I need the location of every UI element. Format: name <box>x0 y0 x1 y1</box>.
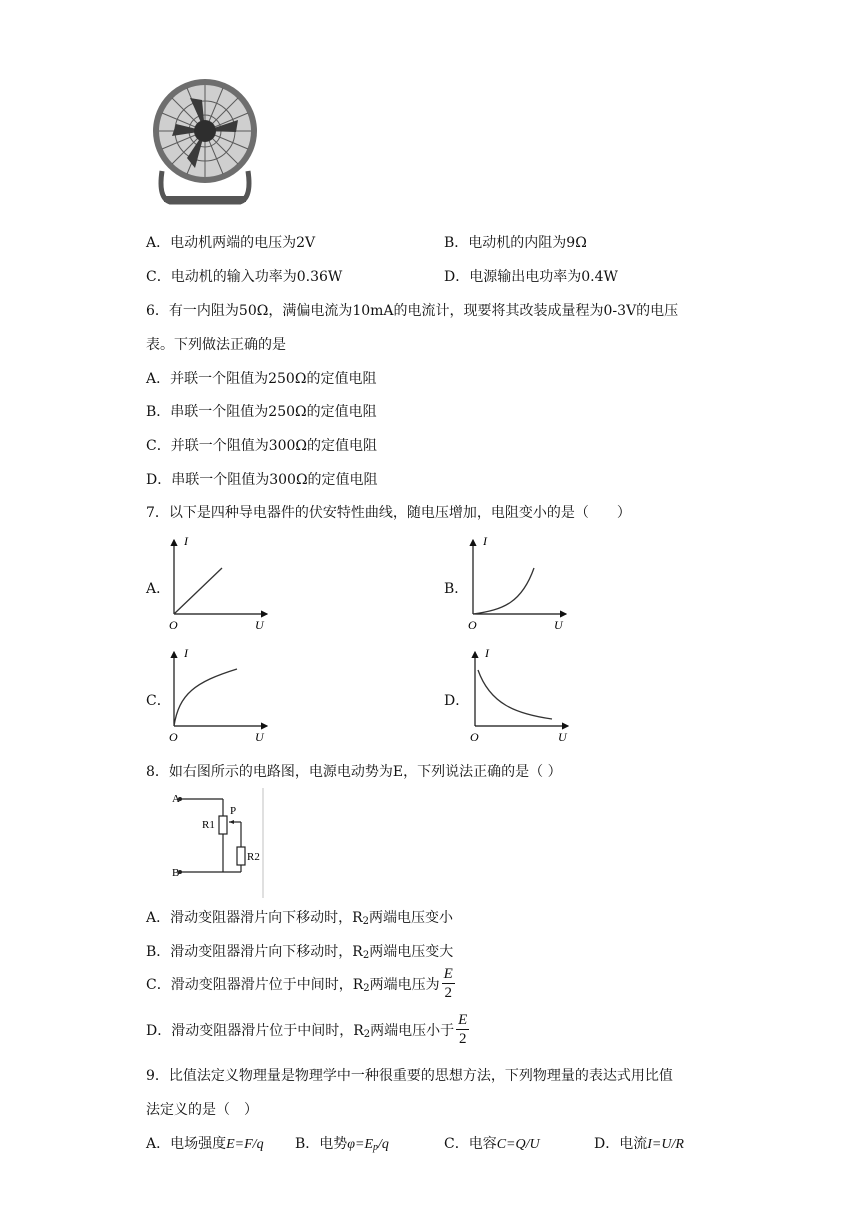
axis-label-i: I <box>184 646 188 660</box>
iv-graph-b <box>464 532 576 634</box>
q7-label-b: B． <box>444 581 469 597</box>
q6-stem-line1: 6．有一内阻为50Ω，满偏电流为10mA的电流计，现要将其改装成量程为0-3V的电压 <box>146 303 679 319</box>
q7-label-d: D． <box>444 693 470 709</box>
fraction-e-over-2: $\frac{E}{2}$ <box>443 966 453 1001</box>
q8-option-b: B．滑动变阻器滑片向下移动时，$R_2$两端电压变大 <box>146 944 454 961</box>
circuit-diagram <box>168 788 268 900</box>
slider-p-label: P <box>230 805 237 817</box>
q8-option-c: C．滑动变阻器滑片位于中间时，$R_2$两端电压为 $\frac{E}{2}$ <box>146 966 453 1001</box>
terminal-b-label: B <box>172 867 180 879</box>
q8-stem: 8．如右图所示的电路图，电源电动势为E，下列说法正确的是（ ） <box>146 764 562 780</box>
axis-label-u: U <box>255 618 264 632</box>
origin-label: O <box>470 730 479 744</box>
iv-curve <box>174 568 222 614</box>
axis-label-u: U <box>558 730 567 744</box>
q8-option-a: A．滑动变阻器滑片向下移动时，$R_2$两端电压变小 <box>146 910 454 927</box>
iv-graph-d <box>466 644 578 746</box>
q5-option-b: B．电动机的内阻为9Ω <box>444 235 587 251</box>
q9-option-d: D．电流I=U/R <box>594 1136 684 1152</box>
q5-option-c: C．电动机的输入功率为0.36W <box>146 269 343 285</box>
q7-label-a: A． <box>146 581 171 597</box>
q6-option-a: A．并联一个阻值为250Ω的定值电阻 <box>146 371 377 387</box>
q9-option-a: A．电场强度E=F/q <box>146 1136 264 1152</box>
q9-stem-line2: 法定义的是（ ） <box>146 1102 258 1118</box>
q5-option-a: A．电动机两端的电压为2V <box>146 235 316 251</box>
iv-graph-c <box>165 644 277 746</box>
axis-label-i: I <box>184 534 188 548</box>
axis-label-u: U <box>554 618 563 632</box>
q9-option-b: B．电势$\varphi=E_p/q$ <box>295 1136 389 1153</box>
iv-curve <box>478 670 552 719</box>
origin-label: O <box>169 730 178 744</box>
iv-graph-a <box>165 532 277 634</box>
iv-curve <box>473 568 534 614</box>
axis-label-i: I <box>485 646 489 660</box>
iv-curve <box>174 669 237 726</box>
q9-stem-line1: 9．比值法定义物理量是物理学中一种很重要的思想方法，下列物理量的表达式用比值 <box>146 1068 673 1084</box>
q6-option-c: C．并联一个阻值为300Ω的定值电阻 <box>146 438 378 454</box>
origin-label: O <box>468 618 477 632</box>
q5-option-d: D．电源输出电功率为0.4W <box>444 269 618 285</box>
q6-stem-line2: 表。下列做法正确的是 <box>146 337 286 353</box>
origin-label: O <box>169 618 178 632</box>
q6-option-d: D．串联一个阻值为300Ω的定值电阻 <box>146 472 378 488</box>
q8-option-d: D．滑动变阻器滑片位于中间时，$R_2$两端电压小于 $\frac{E}{2}$ <box>146 1012 468 1047</box>
axis-label-i: I <box>483 534 487 548</box>
fraction-e-over-2: $\frac{E}{2}$ <box>458 1012 468 1047</box>
q7-label-c: C． <box>146 693 171 709</box>
r2-label: R2 <box>247 851 260 863</box>
r1-label: R1 <box>202 819 215 831</box>
q6-option-b: B．串联一个阻值为250Ω的定值电阻 <box>146 404 377 420</box>
terminal-a-label: A <box>172 793 180 805</box>
fan-image <box>140 76 270 206</box>
q9-option-c: C．电容C=Q/U <box>444 1136 540 1152</box>
axis-label-u: U <box>255 730 264 744</box>
q7-stem: 7．以下是四种导电器件的伏安特性曲线，随电压增加，电阻变小的是（ ） <box>146 505 631 521</box>
